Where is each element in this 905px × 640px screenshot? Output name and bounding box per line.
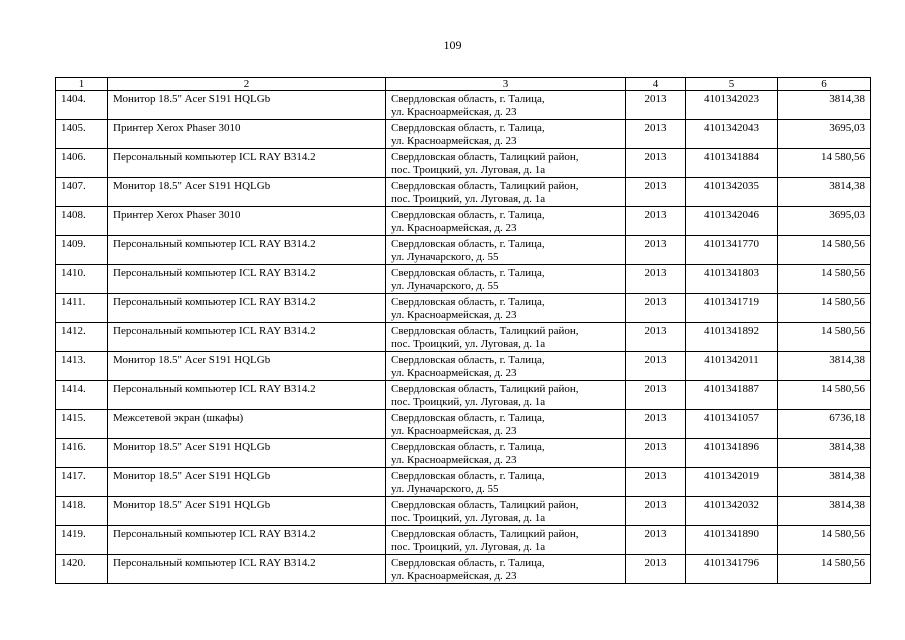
item-name: Персональный компьютер ICL RAY B314.2 <box>108 149 386 178</box>
item-address <box>386 468 626 497</box>
row-number: 1405. <box>56 120 108 149</box>
column-header: 2 <box>108 78 386 91</box>
item-address <box>386 91 626 120</box>
row-number: 1415. <box>56 410 108 439</box>
item-address <box>386 381 626 410</box>
column-header: 1 <box>56 78 108 91</box>
address-line-2: пос. Троицкий, ул. Луговая, д. 1а <box>391 396 546 408</box>
address-line-1: Свердловская область, г. Талица, <box>391 267 545 279</box>
item-cost: 14 580,56 <box>778 381 871 410</box>
address-line-1: Свердловская область, г. Талица, <box>391 296 545 308</box>
inventory-number: 4101342046 <box>686 207 778 236</box>
table-row <box>56 178 871 207</box>
column-header: 3 <box>386 78 626 91</box>
item-name: Персональный компьютер ICL RAY B314.2 <box>108 526 386 555</box>
address-line-1: Свердловская область, г. Талица, <box>391 412 545 424</box>
item-year: 2013 <box>626 439 686 468</box>
address-line-2: ул. Красноармейская, д. 23 <box>391 570 517 582</box>
item-year: 2013 <box>626 294 686 323</box>
row-number: 1411. <box>56 294 108 323</box>
table-row <box>56 352 871 381</box>
item-address <box>386 236 626 265</box>
inventory-number: 4101341057 <box>686 410 778 439</box>
item-cost: 3814,38 <box>778 468 871 497</box>
item-year: 2013 <box>626 555 686 584</box>
item-name: Персональный компьютер ICL RAY B314.2 <box>108 323 386 352</box>
address-line-1: Свердловская область, Талицкий район, <box>391 499 579 511</box>
item-name: Персональный компьютер ICL RAY B314.2 <box>108 236 386 265</box>
item-address <box>386 555 626 584</box>
item-cost: 3814,38 <box>778 178 871 207</box>
column-header: 4 <box>626 78 686 91</box>
inventory-number: 4101342032 <box>686 497 778 526</box>
item-address <box>386 265 626 294</box>
item-cost: 14 580,56 <box>778 294 871 323</box>
address-line-2: ул. Луначарского, д. 55 <box>391 483 499 495</box>
address-line-2: пос. Троицкий, ул. Луговая, д. 1а <box>391 164 546 176</box>
table-header-row <box>56 78 871 91</box>
item-name: Принтер Xerox Phaser 3010 <box>108 120 386 149</box>
row-number: 1408. <box>56 207 108 236</box>
table-row <box>56 265 871 294</box>
address-line-2: ул. Луначарского, д. 55 <box>391 280 499 292</box>
inventory-number: 4101342011 <box>686 352 778 381</box>
inventory-number: 4101341719 <box>686 294 778 323</box>
item-address <box>386 294 626 323</box>
inventory-number: 4101342019 <box>686 468 778 497</box>
item-year: 2013 <box>626 149 686 178</box>
item-name: Межсетевой экран (шкафы) <box>108 410 386 439</box>
inventory-number: 4101342035 <box>686 178 778 207</box>
address-line-2: ул. Красноармейская, д. 23 <box>391 106 517 118</box>
address-line-1: Свердловская область, Талицкий район, <box>391 528 579 540</box>
address-line-2: ул. Красноармейская, д. 23 <box>391 222 517 234</box>
address-line-1: Свердловская область, г. Талица, <box>391 557 545 569</box>
inventory-number: 4101341892 <box>686 323 778 352</box>
item-cost: 14 580,56 <box>778 555 871 584</box>
inventory-number: 4101342023 <box>686 91 778 120</box>
address-line-2: ул. Красноармейская, д. 23 <box>391 367 517 379</box>
item-address <box>386 352 626 381</box>
item-cost: 14 580,56 <box>778 323 871 352</box>
item-year: 2013 <box>626 91 686 120</box>
address-line-1: Свердловская область, г. Талица, <box>391 209 545 221</box>
item-name: Персональный компьютер ICL RAY B314.2 <box>108 265 386 294</box>
row-number: 1412. <box>56 323 108 352</box>
item-name: Монитор 18.5" Acer S191 HQLGb <box>108 178 386 207</box>
inventory-number: 4101341803 <box>686 265 778 294</box>
table-row <box>56 497 871 526</box>
address-line-1: Свердловская область, Талицкий район, <box>391 383 579 395</box>
item-address <box>386 439 626 468</box>
address-line-1: Свердловская область, г. Талица, <box>391 354 545 366</box>
table-row <box>56 236 871 265</box>
item-year: 2013 <box>626 497 686 526</box>
row-number: 1420. <box>56 555 108 584</box>
address-line-2: пос. Троицкий, ул. Луговая, д. 1а <box>391 193 546 205</box>
row-number: 1416. <box>56 439 108 468</box>
inventory-number: 4101341796 <box>686 555 778 584</box>
item-year: 2013 <box>626 120 686 149</box>
item-cost: 3814,38 <box>778 497 871 526</box>
table-row <box>56 468 871 497</box>
item-address <box>386 120 626 149</box>
table-row <box>56 91 871 120</box>
address-line-2: ул. Красноармейская, д. 23 <box>391 135 517 147</box>
item-address <box>386 410 626 439</box>
item-cost: 14 580,56 <box>778 526 871 555</box>
item-year: 2013 <box>626 381 686 410</box>
row-number: 1410. <box>56 265 108 294</box>
address-line-2: пос. Троицкий, ул. Луговая, д. 1а <box>391 541 546 553</box>
item-cost: 14 580,56 <box>778 149 871 178</box>
address-line-2: ул. Красноармейская, д. 23 <box>391 425 517 437</box>
item-name: Монитор 18.5" Acer S191 HQLGb <box>108 468 386 497</box>
item-year: 2013 <box>626 410 686 439</box>
inventory-number: 4101341887 <box>686 381 778 410</box>
item-cost: 6736,18 <box>778 410 871 439</box>
item-name: Монитор 18.5" Acer S191 HQLGb <box>108 91 386 120</box>
address-line-2: ул. Красноармейская, д. 23 <box>391 309 517 321</box>
item-name: Монитор 18.5" Acer S191 HQLGb <box>108 439 386 468</box>
item-year: 2013 <box>626 323 686 352</box>
table-row <box>56 323 871 352</box>
item-name: Персональный компьютер ICL RAY B314.2 <box>108 381 386 410</box>
item-address <box>386 497 626 526</box>
item-name: Принтер Xerox Phaser 3010 <box>108 207 386 236</box>
item-name: Монитор 18.5" Acer S191 HQLGb <box>108 497 386 526</box>
item-year: 2013 <box>626 468 686 497</box>
table-row <box>56 149 871 178</box>
table-body <box>56 91 871 584</box>
item-year: 2013 <box>626 207 686 236</box>
item-address <box>386 526 626 555</box>
item-cost: 3814,38 <box>778 352 871 381</box>
item-year: 2013 <box>626 178 686 207</box>
table-row <box>56 439 871 468</box>
item-name: Персональный компьютер ICL RAY B314.2 <box>108 294 386 323</box>
row-number: 1418. <box>56 497 108 526</box>
item-address <box>386 178 626 207</box>
item-address <box>386 207 626 236</box>
inventory-number: 4101341890 <box>686 526 778 555</box>
table-row <box>56 120 871 149</box>
item-address <box>386 149 626 178</box>
column-header: 5 <box>686 78 778 91</box>
table-row <box>56 555 871 584</box>
address-line-1: Свердловская область, Талицкий район, <box>391 151 579 163</box>
address-line-1: Свердловская область, г. Талица, <box>391 470 545 482</box>
item-cost: 14 580,56 <box>778 265 871 294</box>
inventory-number: 4101342043 <box>686 120 778 149</box>
inventory-number: 4101341896 <box>686 439 778 468</box>
table-row <box>56 207 871 236</box>
table-row <box>56 381 871 410</box>
inventory-table <box>55 77 871 584</box>
address-line-1: Свердловская область, г. Талица, <box>391 441 545 453</box>
item-cost: 3814,38 <box>778 439 871 468</box>
inventory-number: 4101341884 <box>686 149 778 178</box>
row-number: 1413. <box>56 352 108 381</box>
row-number: 1417. <box>56 468 108 497</box>
item-cost: 14 580,56 <box>778 236 871 265</box>
table-row <box>56 294 871 323</box>
item-year: 2013 <box>626 352 686 381</box>
address-line-1: Свердловская область, Талицкий район, <box>391 180 579 192</box>
row-number: 1407. <box>56 178 108 207</box>
address-line-1: Свердловская область, Талицкий район, <box>391 325 579 337</box>
row-number: 1409. <box>56 236 108 265</box>
inventory-number: 4101341770 <box>686 236 778 265</box>
item-cost: 3814,38 <box>778 91 871 120</box>
item-cost: 3695,03 <box>778 120 871 149</box>
item-address <box>386 323 626 352</box>
table-row <box>56 526 871 555</box>
address-line-1: Свердловская область, г. Талица, <box>391 122 545 134</box>
row-number: 1419. <box>56 526 108 555</box>
item-year: 2013 <box>626 265 686 294</box>
item-cost: 3695,03 <box>778 207 871 236</box>
item-name: Персональный компьютер ICL RAY B314.2 <box>108 555 386 584</box>
address-line-1: Свердловская область, г. Талица, <box>391 93 545 105</box>
item-name: Монитор 18.5" Acer S191 HQLGb <box>108 352 386 381</box>
row-number: 1406. <box>56 149 108 178</box>
page-number: 109 <box>443 38 462 52</box>
column-header: 6 <box>778 78 871 91</box>
table-row <box>56 410 871 439</box>
address-line-2: ул. Красноармейская, д. 23 <box>391 454 517 466</box>
address-line-2: пос. Троицкий, ул. Луговая, д. 1а <box>391 512 546 524</box>
address-line-2: ул. Луначарского, д. 55 <box>391 251 499 263</box>
address-line-1: Свердловская область, г. Талица, <box>391 238 545 250</box>
row-number: 1414. <box>56 381 108 410</box>
row-number: 1404. <box>56 91 108 120</box>
item-year: 2013 <box>626 236 686 265</box>
item-year: 2013 <box>626 526 686 555</box>
address-line-2: пос. Троицкий, ул. Луговая, д. 1а <box>391 338 546 350</box>
